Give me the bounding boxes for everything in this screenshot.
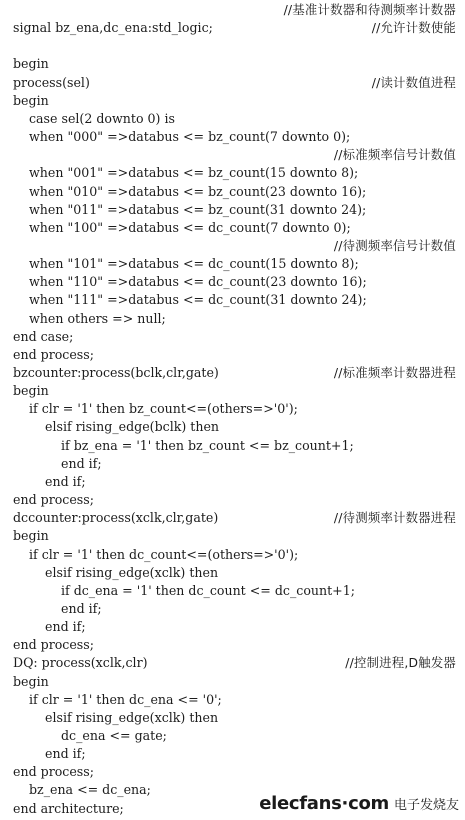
code-line <box>0 310 465 328</box>
code-line <box>0 437 465 455</box>
code-comment: //标准频率计数器进程 <box>333 365 456 380</box>
code-line <box>0 636 465 654</box>
code-line <box>0 1 465 19</box>
code-line <box>0 273 465 291</box>
code-text: elsif rising_edge(bclk) then <box>45 419 220 435</box>
code-line <box>0 364 465 382</box>
code-comment: //允许计数使能 <box>371 20 456 36</box>
code-comment: //待测频率计数器进程 <box>333 510 456 526</box>
code-line <box>0 418 465 436</box>
code-text: end process; <box>13 637 94 653</box>
code-text: end if; <box>45 619 86 635</box>
code-text: when "001" =>databus <= bz_count(15 downto 8); <box>29 165 359 181</box>
code-line <box>0 346 465 364</box>
code-line <box>0 546 465 564</box>
code-text: elsif rising_edge(xclk) then <box>45 709 219 725</box>
code-line <box>0 219 465 237</box>
code-line <box>0 146 465 164</box>
code-text: end if; <box>45 473 86 489</box>
code-text: dc_ena <= gate; <box>61 728 167 743</box>
code-line <box>0 509 465 527</box>
code-text: if clr = '1' then dc_ena <= '0'; <box>29 691 222 707</box>
code-line <box>0 582 465 600</box>
code-comment: //标准频率信号计数值 <box>333 147 456 163</box>
code-text: end if; <box>61 455 102 471</box>
code-comment: //控制进程,D触发器 <box>345 655 456 671</box>
code-text: when "011" =>databus <= bz_count(31 downto 24); <box>29 201 367 217</box>
code-line <box>0 255 465 273</box>
code-text: elsif rising_edge(xclk) then <box>45 564 219 580</box>
code-line <box>0 110 465 128</box>
code-line <box>0 400 465 418</box>
code-text: when "000" =>databus <= bz_count(7 downto 0); <box>29 129 351 145</box>
code-line <box>0 709 465 727</box>
code-text: when "101" =>databus <= dc_count(15 downto 8); <box>29 256 359 272</box>
code-line <box>0 92 465 110</box>
code-text: if bz_ena = '1' then bz_count <= bz_count+1; <box>61 437 354 453</box>
code-line <box>0 727 465 745</box>
code-text: end if; <box>45 746 86 762</box>
code-line <box>0 183 465 201</box>
code-comment: //待测频率信号计数值 <box>333 237 456 253</box>
code-text: when "010" =>databus <= bz_count(23 downto 16); <box>29 183 367 199</box>
code-text: begin <box>13 56 49 72</box>
code-text: end if; <box>61 600 102 616</box>
code-line <box>0 328 465 346</box>
code-line <box>0 237 465 255</box>
code-text: bzcounter:process(bclk,clr,gate) <box>13 365 219 380</box>
code-line <box>0 564 465 582</box>
code-text: if clr = '1' then dc_count<=(others=>'0'); <box>29 546 299 562</box>
code-text: case sel(2 downto 0) is <box>29 110 175 126</box>
code-text: begin <box>13 92 49 108</box>
code-text: bz_ena <= dc_ena; <box>29 782 151 798</box>
code-text: if clr = '1' then bz_count<=(others=>'0'); <box>29 401 298 417</box>
code-text: end process; <box>13 764 94 780</box>
code-text: begin <box>13 383 49 399</box>
code-comment: //读计数值进程 <box>371 74 456 90</box>
code-line <box>0 455 465 473</box>
code-line <box>0 673 465 691</box>
code-line <box>0 291 465 309</box>
code-line <box>0 201 465 219</box>
code-text: begin <box>13 673 49 689</box>
watermark-text: 电子发烧友 <box>393 797 459 813</box>
code-text: process(sel) <box>13 74 90 90</box>
code-line <box>0 382 465 400</box>
code-line <box>0 19 465 37</box>
code-line <box>0 527 465 545</box>
code-line <box>0 37 465 55</box>
code-line <box>0 74 465 92</box>
code-line <box>0 745 465 763</box>
code-text: when "100" =>databus <= dc_count(7 downto 0); <box>29 219 351 235</box>
code-line <box>0 128 465 146</box>
code-text: DQ: process(xclk,clr) <box>13 655 148 671</box>
elecfans-watermark <box>259 790 459 816</box>
code-text: dccounter:process(xclk,clr,gate) <box>13 510 219 526</box>
code-line <box>0 691 465 709</box>
code-text: if dc_ena = '1' then dc_count <= dc_count+1; <box>61 582 355 598</box>
code-text: end process; <box>13 492 94 508</box>
code-text: when "111" =>databus <= dc_count(31 downto 24); <box>29 292 367 308</box>
watermark-logo: elecfans·com <box>259 792 389 814</box>
code-line <box>0 600 465 618</box>
code-line <box>0 473 465 491</box>
code-line <box>0 491 465 509</box>
code-line <box>0 763 465 781</box>
code-text: end case; <box>13 328 74 344</box>
code-text: when others => null; <box>29 310 166 326</box>
code-line <box>0 618 465 636</box>
code-comment: //基准计数器和待测频率计数器 <box>283 2 456 17</box>
code-line <box>0 654 465 672</box>
code-text: when "110" =>databus <= dc_count(23 downto 16); <box>29 274 367 290</box>
code-text: end architecture; <box>13 800 124 816</box>
code-line <box>0 55 465 73</box>
code-text: signal bz_ena,dc_ena:std_logic; <box>13 20 213 36</box>
code-text: end process; <box>13 346 94 362</box>
code-line <box>0 164 465 182</box>
code-text: begin <box>13 528 49 544</box>
